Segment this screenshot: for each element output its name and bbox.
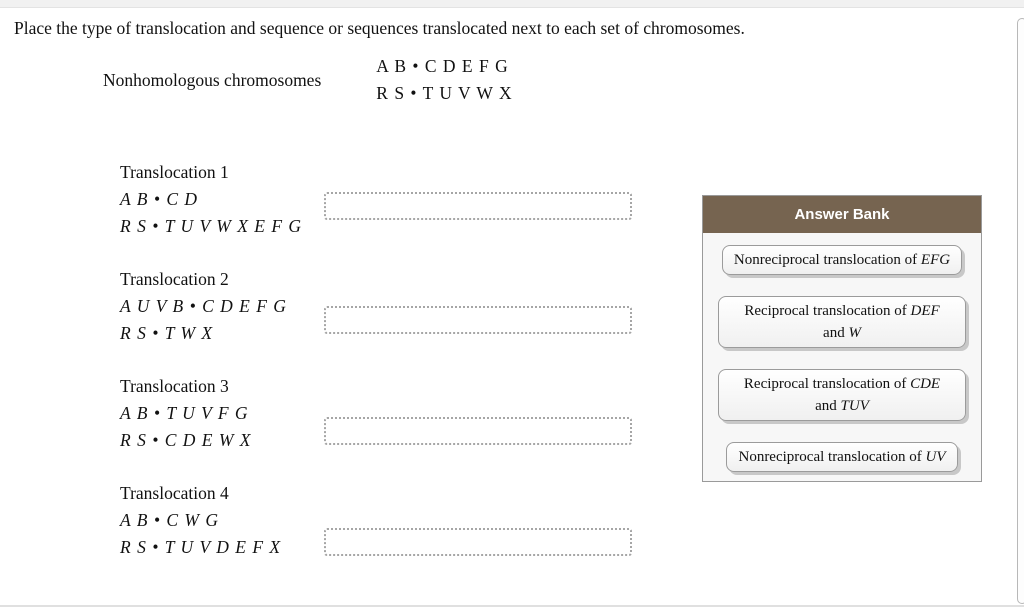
reference-chromosomes <box>376 53 512 107</box>
translocation-4-chromosome-1: A B • C W G <box>120 510 219 530</box>
drop-zone-translocation-4[interactable] <box>324 528 632 556</box>
nonhomologous-reference <box>103 53 513 107</box>
translocation-3-heading: Translocation 3 <box>120 376 229 396</box>
answer-bank-panel <box>702 195 982 482</box>
top-bar <box>0 0 1024 8</box>
answer-option-nonreciprocal-uv[interactable]: Nonreciprocal translocation of UV <box>726 442 957 472</box>
answer-option-reciprocal-def-w[interactable]: Reciprocal translocation of DEF and W <box>718 296 965 348</box>
answer-option-nonreciprocal-efg[interactable]: Nonreciprocal translocation of EFG <box>722 245 962 275</box>
reference-chromosome-1: A B • C D E F G <box>376 56 509 76</box>
translocation-3-chromosome-1: A B • T U V F G <box>120 403 249 423</box>
translocation-2-chromosome-1: A U V B • C D E F G <box>120 296 287 316</box>
translocation-4-heading: Translocation 4 <box>120 483 229 503</box>
translocation-3-chromosome-2: R S • C D E W X <box>120 430 252 450</box>
translocation-1-heading: Translocation 1 <box>120 162 229 182</box>
translocation-1-chromosome-2: R S • T U V W X E F G <box>120 216 303 236</box>
translocation-1-chromosome-1: A B • C D <box>120 189 199 209</box>
scrollbar[interactable] <box>1017 18 1024 604</box>
reference-chromosome-2: R S • T U V W X <box>376 83 513 103</box>
drop-zone-translocation-3[interactable] <box>324 417 632 445</box>
page-title: Place the type of translocation and sequence or sequences translocated next to each set of chromosomes. <box>14 18 745 38</box>
drop-zone-translocation-2[interactable] <box>324 306 632 334</box>
translocation-2-chromosome-2: R S • T W X <box>120 323 214 343</box>
answer-bank-items <box>703 233 981 472</box>
translocation-4-chromosome-2: R S • T U V D E F X <box>120 537 282 557</box>
drop-zone-translocation-1[interactable] <box>324 192 632 220</box>
nonhomologous-label: Nonhomologous chromosomes <box>103 69 322 90</box>
translocation-2-heading: Translocation 2 <box>120 269 229 289</box>
answer-bank-header: Answer Bank <box>703 196 981 233</box>
answer-option-reciprocal-cde-tuv[interactable]: Reciprocal translocation of CDE and TUV <box>718 369 966 421</box>
